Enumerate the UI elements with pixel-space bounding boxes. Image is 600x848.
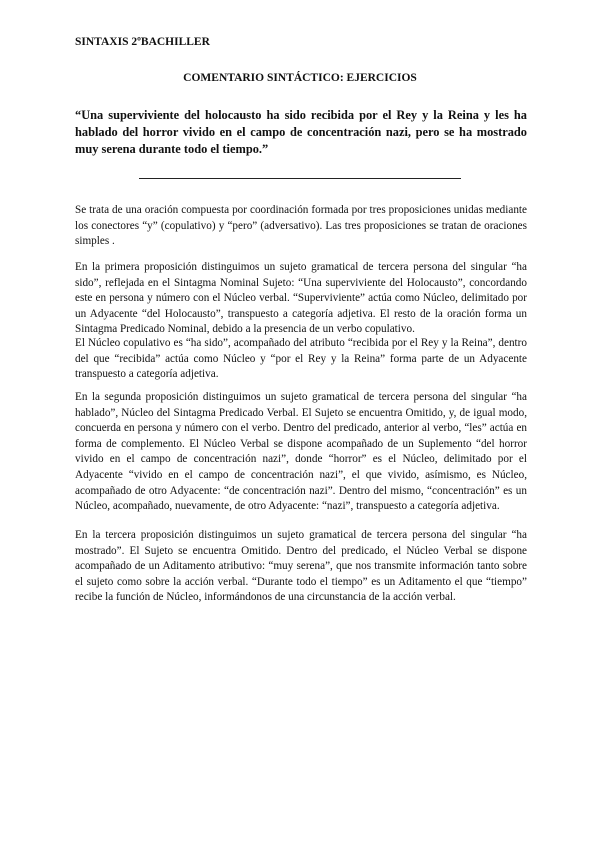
document-title: COMENTARIO SINTÁCTICO: EJERCICIOS [183, 72, 417, 84]
paragraph-intro: Se trata de una oración compuesta por coordinación formada por tres proposiciones unidas mediante los conectores “y” (copulativo) y “pero” (adversativo). Las tres proposiciones se tratan de oraciones simples . [75, 204, 527, 248]
paragraph-copulative-nucleus: El Núcleo copulativo es “ha sido”, acompañado del atributo “recibida por el Rey y la Reina”, dentro del que “recibida” actúa como Núcleo y “por el Rey y la Reina” forma parte de un Adyacente transpuesto a categoría adjetiva. [75, 337, 527, 381]
paragraph-first-proposition: En la primera proposición distinguimos un sujeto gramatical de tercera persona del singular “ha sido”, reflejada en el Sintagma Nominal Sujeto: “Una superviviente del Holocausto”, concordando este en persona y número con el Núcleo verbal. “Superviviente” actúa como Núcleo, delimitado por un Adyacente “del Holocausto”, transpuesto a categoría adjetiva. El resto de la oración forma un Sintagma Predicado Nominal, debido a la presencia de un verbo copulativo. [75, 261, 527, 336]
horizontal-rule [139, 178, 461, 179]
example-sentence: “Una superviviente del holocausto ha sido recibida por el Rey y la Reina y les ha hablado del horror vivido en el campo de concentración nazi, pero se ha mostrado muy serena durante todo el tiempo.” [75, 108, 527, 156]
document-header: SINTAXIS 2ºBACHILLER [75, 36, 210, 48]
paragraph-second-proposition: En la segunda proposición distinguimos un sujeto gramatical de tercera persona del singular “ha hablado”, Núcleo del Sintagma Predicado Verbal. El Sujeto se encuentra Omitido, y, de igual modo, concuerda en persona y número con el verbo. Dentro del predicado, anterior al verbo, “les” actúa en forma de complemento. El Núcleo Verbal se dispone acompañado de un Suplemento “del horror vivido en el campo de concentración nazi”, donde “horror” es el Núcleo, delimitado por el Adyacente “vivido en el campo de concentración nazi”, el que vivido, asímismo, es Núcleo, acompañado de otro Adyacente: “de concentración nazi”. Dentro del mismo, “concentración” es un Núcleo, acompañado, nuevamente, de otro Adyacente: “nazi”, transpuesto a categoría adjetiva. [75, 391, 527, 513]
paragraph-third-proposition: En la tercera proposición distinguimos un sujeto gramatical de tercera persona del singular “ha mostrado”. El Sujeto se encuentra Omitido. Dentro del predicado, el Núcleo Verbal se dispone acompañado de un Aditamento atributivo: “muy serena”, que nos transmite información tanto sobre el sujeto como sobre la acción verbal. “Durante todo el tiempo” es un Aditamento el que “tiempo” recibe la función de Núcleo, informándonos de una circunstancia de la acción verbal. [75, 529, 527, 604]
